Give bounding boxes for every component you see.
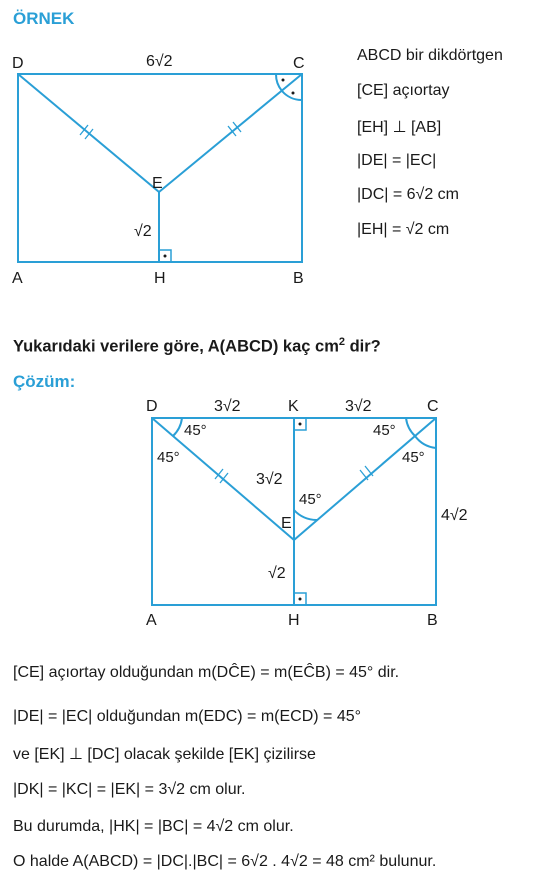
fig2-angle-d xyxy=(173,418,182,436)
fig1-label-c: C xyxy=(293,55,305,72)
fig2-angle-label-d2: 45° xyxy=(157,449,180,466)
solution-line-3: ve [EK] ⊥ [DC] olacak şekilde [EK] çizilirse xyxy=(13,746,316,763)
fig2-angle-c xyxy=(406,418,415,436)
solution-heading: Çözüm: xyxy=(13,372,76,391)
fig2-label-a: A xyxy=(146,612,157,629)
fig1-label-e: E xyxy=(152,175,163,192)
given-5: |DC| = 6√2 cm xyxy=(357,186,460,203)
fig2-label-d: D xyxy=(146,398,158,415)
fig2-label-b: B xyxy=(427,612,438,629)
fig2-label-dk: 3√2 xyxy=(214,398,241,415)
fig1-label-h: H xyxy=(154,270,166,287)
solution-line-4: |DK| = |KC| = |EK| = 3√2 cm olur. xyxy=(13,781,246,798)
solution-line-2: |DE| = |EC| olduğundan m(EDC) = m(ECD) = 45° xyxy=(13,708,362,725)
question-sup: 2 xyxy=(338,336,345,348)
fig1-label-b: B xyxy=(293,270,304,287)
fig2-label-c: C xyxy=(427,398,439,415)
fig2-tick-ec-1 xyxy=(360,470,368,480)
fig2-label-kc: 3√2 xyxy=(345,398,372,415)
given-2: [CE] açıortay xyxy=(357,82,450,99)
fig2-label-eh: √2 xyxy=(268,565,286,582)
fig2-angle-label-e: 45° xyxy=(299,491,322,508)
fig2-angle-label-c2: 45° xyxy=(402,449,425,466)
given-3: [EH] ⊥ [AB] xyxy=(357,119,442,136)
fig1-label-d: D xyxy=(12,55,24,72)
question-text: Yukarıdaki verilere göre, A(ABCD) kaç cm xyxy=(13,337,339,356)
fig2-dot-k xyxy=(299,423,302,426)
fig2-angle-label-d1: 45° xyxy=(184,422,207,439)
question-tail: dir? xyxy=(344,337,381,356)
given-1: ABCD bir dikdörtgen xyxy=(357,47,503,64)
example-heading: ÖRNEK xyxy=(13,9,75,28)
fig1-label-a: A xyxy=(12,270,23,287)
fig2-label-e: E xyxy=(281,515,292,532)
given-4: |DE| = |EC| xyxy=(357,152,437,169)
fig2-label-h: H xyxy=(288,612,300,629)
fig2-angle-label-c1: 45° xyxy=(373,422,396,439)
given-6: |EH| = √2 cm xyxy=(357,221,450,238)
solution-line-5: Bu durumda, |HK| = |BC| = 4√2 cm olur. xyxy=(13,818,294,835)
fig2-angle-c-lower xyxy=(415,436,436,448)
solution-line-6: O halde A(ABCD) = |DC|.|BC| = 6√2 . 4√2 = 48 cm² bulunur. xyxy=(13,853,437,870)
fig2-label-k: K xyxy=(288,398,299,415)
fig2-label-ek: 3√2 xyxy=(256,471,283,488)
solution-line-1: [CE] açıortay olduğundan m(DĈE) = m(EĈB) = 45° dir. xyxy=(13,664,400,681)
fig1-label-eh: √2 xyxy=(134,223,152,240)
fig1-label-dc: 6√2 xyxy=(146,53,173,70)
fig2-label-bc: 4√2 xyxy=(441,507,468,524)
fig2-dot-h xyxy=(299,598,302,601)
fig2-angle-e xyxy=(294,510,317,520)
